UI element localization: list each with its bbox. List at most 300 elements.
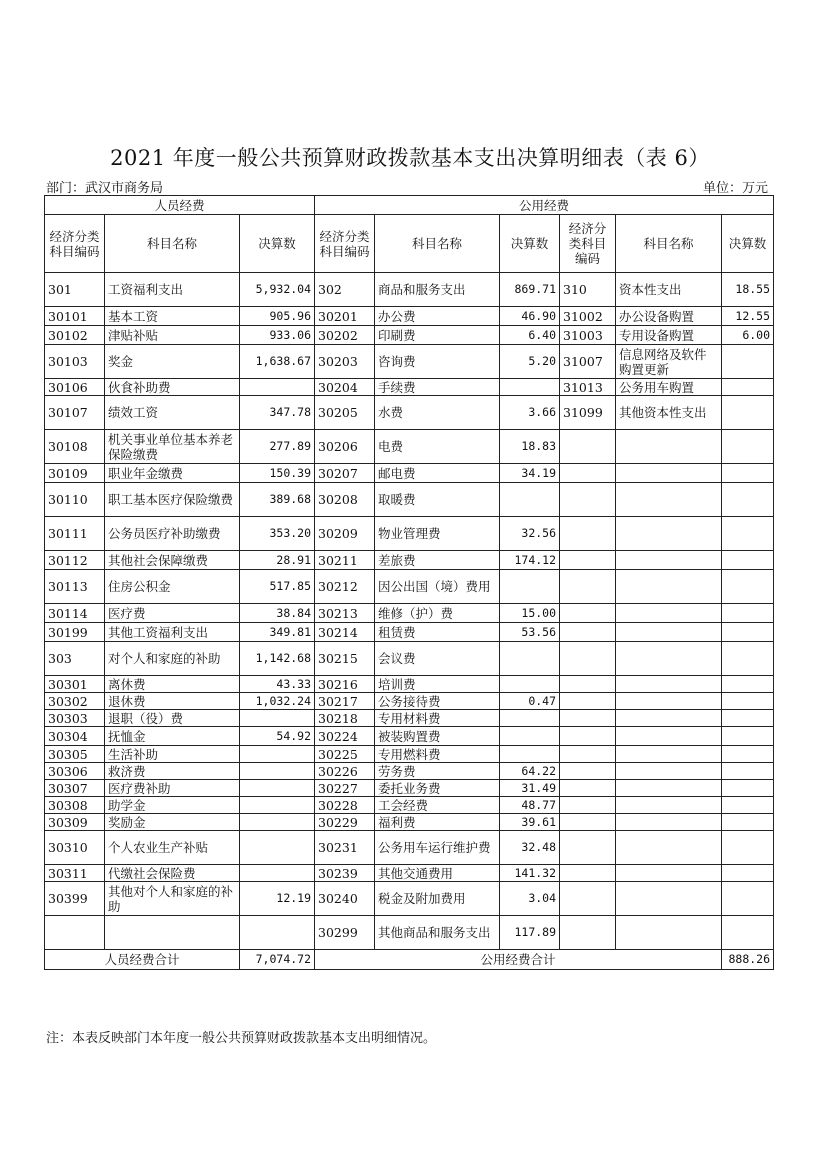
row-amount: [240, 763, 315, 780]
row-code: [560, 814, 616, 831]
row-code: 31099: [560, 396, 616, 430]
row-code: [560, 551, 616, 570]
row-item-name: 离休费: [105, 676, 240, 693]
row-item-name: 取暖费: [375, 483, 500, 517]
row-code: 30213: [315, 604, 375, 623]
col-header-name: 科目名称: [616, 215, 722, 273]
table-row: [45, 483, 774, 517]
row-amount: [500, 642, 560, 676]
row-code: 30205: [315, 396, 375, 430]
row-amount: [722, 676, 774, 693]
row-amount: 31.49: [500, 780, 560, 797]
row-item-name: 办公设备购置: [616, 307, 722, 326]
row-code: 30307: [45, 780, 105, 797]
row-code: 30309: [45, 814, 105, 831]
row-code: 30199: [45, 623, 105, 642]
row-code: [560, 797, 616, 814]
personnel-group-header: 人员经费: [45, 196, 315, 215]
row-amount: [722, 623, 774, 642]
row-amount: 53.56: [500, 623, 560, 642]
row-amount: [722, 430, 774, 464]
public-total-label: 公用经费合计: [315, 950, 722, 970]
table-row: [45, 780, 774, 797]
row-item-name: [616, 916, 722, 950]
row-item-name: 差旅费: [375, 551, 500, 570]
row-item-name: [616, 865, 722, 882]
row-code: 303: [45, 642, 105, 676]
row-code: 30299: [315, 916, 375, 950]
row-item-name: 个人农业生产补贴: [105, 831, 240, 865]
row-code: 30231: [315, 831, 375, 865]
table-row: [45, 307, 774, 326]
row-amount: 32.48: [500, 831, 560, 865]
row-item-name: 其他交通费用: [375, 865, 500, 882]
row-amount: [240, 780, 315, 797]
row-amount: 12.19: [240, 882, 315, 916]
row-amount: [722, 710, 774, 727]
row-item-name: [616, 604, 722, 623]
row-item-name: 奖励金: [105, 814, 240, 831]
row-code: [560, 710, 616, 727]
row-item-name: [616, 551, 722, 570]
table-row: [45, 727, 774, 746]
row-item-name: 培训费: [375, 676, 500, 693]
row-code: 30217: [315, 693, 375, 710]
table-row: [45, 710, 774, 727]
row-code: 310: [560, 273, 616, 307]
row-item-name: 伙食补助费: [105, 379, 240, 396]
table-row: [45, 379, 774, 396]
row-item-name: 其他工资福利支出: [105, 623, 240, 642]
row-item-name: 咨询费: [375, 345, 500, 379]
col-header-code: 经济分类科目编码: [560, 215, 616, 273]
row-item-name: 租赁费: [375, 623, 500, 642]
row-amount: [722, 763, 774, 780]
row-item-name: 工资福利支出: [105, 273, 240, 307]
row-item-name: 工会经费: [375, 797, 500, 814]
row-code: [560, 623, 616, 642]
row-item-name: [616, 570, 722, 604]
row-item-name: 抚恤金: [105, 727, 240, 746]
row-item-name: 信息网络及软件购置更新: [616, 345, 722, 379]
row-amount: [240, 746, 315, 763]
row-item-name: 会议费: [375, 642, 500, 676]
row-item-name: 医疗费: [105, 604, 240, 623]
row-item-name: 维修（护）费: [375, 604, 500, 623]
table-row: [45, 464, 774, 483]
row-code: [560, 780, 616, 797]
row-code: [560, 865, 616, 882]
public-total-value: 888.26: [722, 950, 774, 970]
row-amount: 1,638.67: [240, 345, 315, 379]
row-item-name: 职业年金缴费: [105, 464, 240, 483]
row-code: [560, 693, 616, 710]
row-code: 31002: [560, 307, 616, 326]
col-header-code: 经济分类科目编码: [45, 215, 105, 273]
row-code: [560, 570, 616, 604]
row-code: [560, 464, 616, 483]
col-header-amount: 决算数: [722, 215, 774, 273]
table-row: [45, 916, 774, 950]
row-code: 30303: [45, 710, 105, 727]
row-code: 30103: [45, 345, 105, 379]
row-amount: 1,142.68: [240, 642, 315, 676]
row-amount: [722, 746, 774, 763]
table-row: [45, 604, 774, 623]
table-row: [45, 623, 774, 642]
row-item-name: [616, 727, 722, 746]
row-item-name: 物业管理费: [375, 517, 500, 551]
row-amount: [722, 865, 774, 882]
row-item-name: 其他对个人和家庭的补助: [105, 882, 240, 916]
row-code: [560, 676, 616, 693]
row-code: 30306: [45, 763, 105, 780]
row-amount: [722, 814, 774, 831]
row-code: 30209: [315, 517, 375, 551]
row-amount: [722, 882, 774, 916]
row-amount: 277.89: [240, 430, 315, 464]
row-item-name: 其他商品和服务支出: [375, 916, 500, 950]
row-amount: [722, 604, 774, 623]
department-label: 部门：武汉市商务局: [46, 181, 164, 196]
row-amount: [500, 710, 560, 727]
row-item-name: 福利费: [375, 814, 500, 831]
row-amount: 150.39: [240, 464, 315, 483]
row-item-name: [616, 797, 722, 814]
row-item-name: 因公出国（境）费用: [375, 570, 500, 604]
row-code: 30206: [315, 430, 375, 464]
row-code: 30113: [45, 570, 105, 604]
row-amount: [722, 693, 774, 710]
footnote: 注：本表反映部门本年度一般公共预算财政拨款基本支出明细情况。: [46, 1031, 437, 1046]
row-amount: 0.47: [500, 693, 560, 710]
row-amount: [722, 570, 774, 604]
row-amount: [500, 483, 560, 517]
table-row: [45, 882, 774, 916]
row-item-name: 救济费: [105, 763, 240, 780]
row-code: 30107: [45, 396, 105, 430]
row-code: [560, 604, 616, 623]
row-code: 30226: [315, 763, 375, 780]
table-row: [45, 345, 774, 379]
row-code: 30101: [45, 307, 105, 326]
row-code: 301: [45, 273, 105, 307]
row-amount: [722, 780, 774, 797]
row-amount: [722, 727, 774, 746]
row-amount: [722, 916, 774, 950]
row-item-name: 基本工资: [105, 307, 240, 326]
table-row: [45, 273, 774, 307]
row-code: 31013: [560, 379, 616, 396]
row-amount: 5,932.04: [240, 273, 315, 307]
row-amount: [240, 814, 315, 831]
row-amount: [500, 379, 560, 396]
row-amount: 517.85: [240, 570, 315, 604]
row-code: 30214: [315, 623, 375, 642]
row-code: 30301: [45, 676, 105, 693]
row-amount: 18.83: [500, 430, 560, 464]
row-amount: 48.77: [500, 797, 560, 814]
row-code: 30224: [315, 727, 375, 746]
row-amount: [240, 710, 315, 727]
row-code: 30112: [45, 551, 105, 570]
row-item-name: 专用燃料费: [375, 746, 500, 763]
row-item-name: 退职（役）费: [105, 710, 240, 727]
row-code: 30212: [315, 570, 375, 604]
row-amount: [722, 464, 774, 483]
row-item-name: 被装购置费: [375, 727, 500, 746]
row-amount: 64.22: [500, 763, 560, 780]
row-item-name: 公务员医疗补助缴费: [105, 517, 240, 551]
row-amount: 1,032.24: [240, 693, 315, 710]
table-row: [45, 814, 774, 831]
row-amount: 39.61: [500, 814, 560, 831]
row-item-name: [616, 623, 722, 642]
row-amount: [240, 916, 315, 950]
row-amount: 46.90: [500, 307, 560, 326]
row-code: [560, 483, 616, 517]
row-code: [560, 916, 616, 950]
table-row: [45, 517, 774, 551]
row-item-name: [616, 831, 722, 865]
row-amount: [722, 379, 774, 396]
row-code: 30211: [315, 551, 375, 570]
table-row: [45, 797, 774, 814]
row-amount: [722, 483, 774, 517]
public-group-header: 公用经费: [315, 196, 774, 215]
row-code: 30228: [315, 797, 375, 814]
row-item-name: 津贴补贴: [105, 326, 240, 345]
row-amount: 347.78: [240, 396, 315, 430]
row-amount: [500, 727, 560, 746]
row-item-name: [616, 430, 722, 464]
row-amount: 15.00: [500, 604, 560, 623]
row-amount: [722, 642, 774, 676]
row-item-name: 电费: [375, 430, 500, 464]
row-amount: 174.12: [500, 551, 560, 570]
row-item-name: 住房公积金: [105, 570, 240, 604]
row-amount: 349.81: [240, 623, 315, 642]
table-row: [45, 551, 774, 570]
table-row: [45, 763, 774, 780]
row-amount: 18.55: [722, 273, 774, 307]
row-code: 30114: [45, 604, 105, 623]
row-item-name: 机关事业单位基本养老保险缴费: [105, 430, 240, 464]
row-code: 30108: [45, 430, 105, 464]
row-code: 30106: [45, 379, 105, 396]
table-row: [45, 865, 774, 882]
row-code: 30310: [45, 831, 105, 865]
row-amount: [722, 551, 774, 570]
row-item-name: [616, 483, 722, 517]
row-code: 30225: [315, 746, 375, 763]
row-amount: 905.96: [240, 307, 315, 326]
row-item-name: [616, 882, 722, 916]
table-row: [45, 831, 774, 865]
row-item-name: 劳务费: [375, 763, 500, 780]
row-amount: 12.55: [722, 307, 774, 326]
row-amount: [240, 831, 315, 865]
row-code: 31007: [560, 345, 616, 379]
row-code: [560, 882, 616, 916]
unit-label: 单位：万元: [702, 181, 768, 196]
row-item-name: 商品和服务支出: [375, 273, 500, 307]
row-item-name: 委托业务费: [375, 780, 500, 797]
row-amount: 54.92: [240, 727, 315, 746]
expenditure-table: [44, 195, 774, 970]
table-row: [45, 693, 774, 710]
row-code: 30239: [315, 865, 375, 882]
row-code: 30308: [45, 797, 105, 814]
row-code: [560, 430, 616, 464]
row-code: [45, 916, 105, 950]
row-item-name: 专用设备购置: [616, 326, 722, 345]
row-code: 30215: [315, 642, 375, 676]
row-code: 30111: [45, 517, 105, 551]
row-item-name: [616, 693, 722, 710]
row-code: 30227: [315, 780, 375, 797]
row-item-name: 绩效工资: [105, 396, 240, 430]
table-row: [45, 326, 774, 345]
row-code: 302: [315, 273, 375, 307]
row-amount: [722, 831, 774, 865]
row-amount: [240, 379, 315, 396]
row-code: 30229: [315, 814, 375, 831]
table-row: [45, 642, 774, 676]
row-item-name: [616, 814, 722, 831]
row-item-name: 印刷费: [375, 326, 500, 345]
row-code: 30202: [315, 326, 375, 345]
row-item-name: [105, 916, 240, 950]
row-code: [560, 727, 616, 746]
table-row: [45, 570, 774, 604]
row-amount: [722, 797, 774, 814]
row-code: 30203: [315, 345, 375, 379]
row-item-name: 代缴社会保险费: [105, 865, 240, 882]
row-amount: 3.04: [500, 882, 560, 916]
row-amount: [500, 676, 560, 693]
row-item-name: 手续费: [375, 379, 500, 396]
table-row: [45, 396, 774, 430]
row-item-name: 医疗费补助: [105, 780, 240, 797]
row-item-name: 职工基本医疗保险缴费: [105, 483, 240, 517]
row-code: 30218: [315, 710, 375, 727]
row-code: 30240: [315, 882, 375, 916]
row-amount: 28.91: [240, 551, 315, 570]
row-item-name: 其他社会保障缴费: [105, 551, 240, 570]
row-amount: 38.84: [240, 604, 315, 623]
row-amount: [240, 797, 315, 814]
table-row: [45, 676, 774, 693]
totals-row: [45, 950, 774, 970]
row-amount: [722, 396, 774, 430]
row-item-name: 生活补助: [105, 746, 240, 763]
row-amount: 3.66: [500, 396, 560, 430]
row-item-name: 水费: [375, 396, 500, 430]
row-amount: [500, 570, 560, 604]
row-amount: 34.19: [500, 464, 560, 483]
row-code: 30311: [45, 865, 105, 882]
row-code: 30302: [45, 693, 105, 710]
table-row: [45, 430, 774, 464]
row-amount: 32.56: [500, 517, 560, 551]
row-item-name: [616, 780, 722, 797]
row-item-name: 对个人和家庭的补助: [105, 642, 240, 676]
row-item-name: [616, 464, 722, 483]
row-amount: [722, 345, 774, 379]
row-item-name: 其他资本性支出: [616, 396, 722, 430]
row-amount: 5.20: [500, 345, 560, 379]
row-item-name: 奖金: [105, 345, 240, 379]
row-code: 30201: [315, 307, 375, 326]
row-code: 30208: [315, 483, 375, 517]
row-code: 31003: [560, 326, 616, 345]
row-amount: 353.20: [240, 517, 315, 551]
row-item-name: 邮电费: [375, 464, 500, 483]
col-header-name: 科目名称: [105, 215, 240, 273]
row-item-name: [616, 517, 722, 551]
row-item-name: 公务用车运行维护费: [375, 831, 500, 865]
row-amount: 933.06: [240, 326, 315, 345]
personnel-total-label: 人员经费合计: [45, 950, 240, 970]
row-item-name: 退休费: [105, 693, 240, 710]
row-item-name: [616, 676, 722, 693]
row-amount: [500, 746, 560, 763]
row-amount: 6.40: [500, 326, 560, 345]
row-code: 30102: [45, 326, 105, 345]
row-amount: [240, 865, 315, 882]
row-amount: 43.33: [240, 676, 315, 693]
page-title: 2021 年度一般公共预算财政拨款基本支出决算明细表（表 6）: [110, 146, 710, 170]
row-item-name: 税金及附加费用: [375, 882, 500, 916]
row-code: 30109: [45, 464, 105, 483]
row-item-name: [616, 763, 722, 780]
row-code: 30216: [315, 676, 375, 693]
row-amount: 6.00: [722, 326, 774, 345]
row-item-name: 专用材料费: [375, 710, 500, 727]
row-amount: [722, 517, 774, 551]
row-item-name: 资本性支出: [616, 273, 722, 307]
row-code: 30304: [45, 727, 105, 746]
col-header-amount: 决算数: [240, 215, 315, 273]
table-row: [45, 746, 774, 763]
col-header-amount: 决算数: [500, 215, 560, 273]
personnel-total-value: 7,074.72: [240, 950, 315, 970]
row-item-name: 公务接待费: [375, 693, 500, 710]
row-code: 30207: [315, 464, 375, 483]
row-code: [560, 746, 616, 763]
row-code: [560, 763, 616, 780]
row-code: [560, 642, 616, 676]
row-code: 30305: [45, 746, 105, 763]
row-amount: 141.32: [500, 865, 560, 882]
row-item-name: [616, 746, 722, 763]
row-code: [560, 517, 616, 551]
row-amount: 117.89: [500, 916, 560, 950]
row-item-name: 办公费: [375, 307, 500, 326]
row-amount: 869.71: [500, 273, 560, 307]
row-amount: 389.68: [240, 483, 315, 517]
row-item-name: 公务用车购置: [616, 379, 722, 396]
col-header-name: 科目名称: [375, 215, 500, 273]
row-code: [560, 831, 616, 865]
row-code: 30110: [45, 483, 105, 517]
row-item-name: [616, 642, 722, 676]
row-code: 30399: [45, 882, 105, 916]
row-item-name: 助学金: [105, 797, 240, 814]
row-code: 30204: [315, 379, 375, 396]
col-header-code: 经济分类科目编码: [315, 215, 375, 273]
